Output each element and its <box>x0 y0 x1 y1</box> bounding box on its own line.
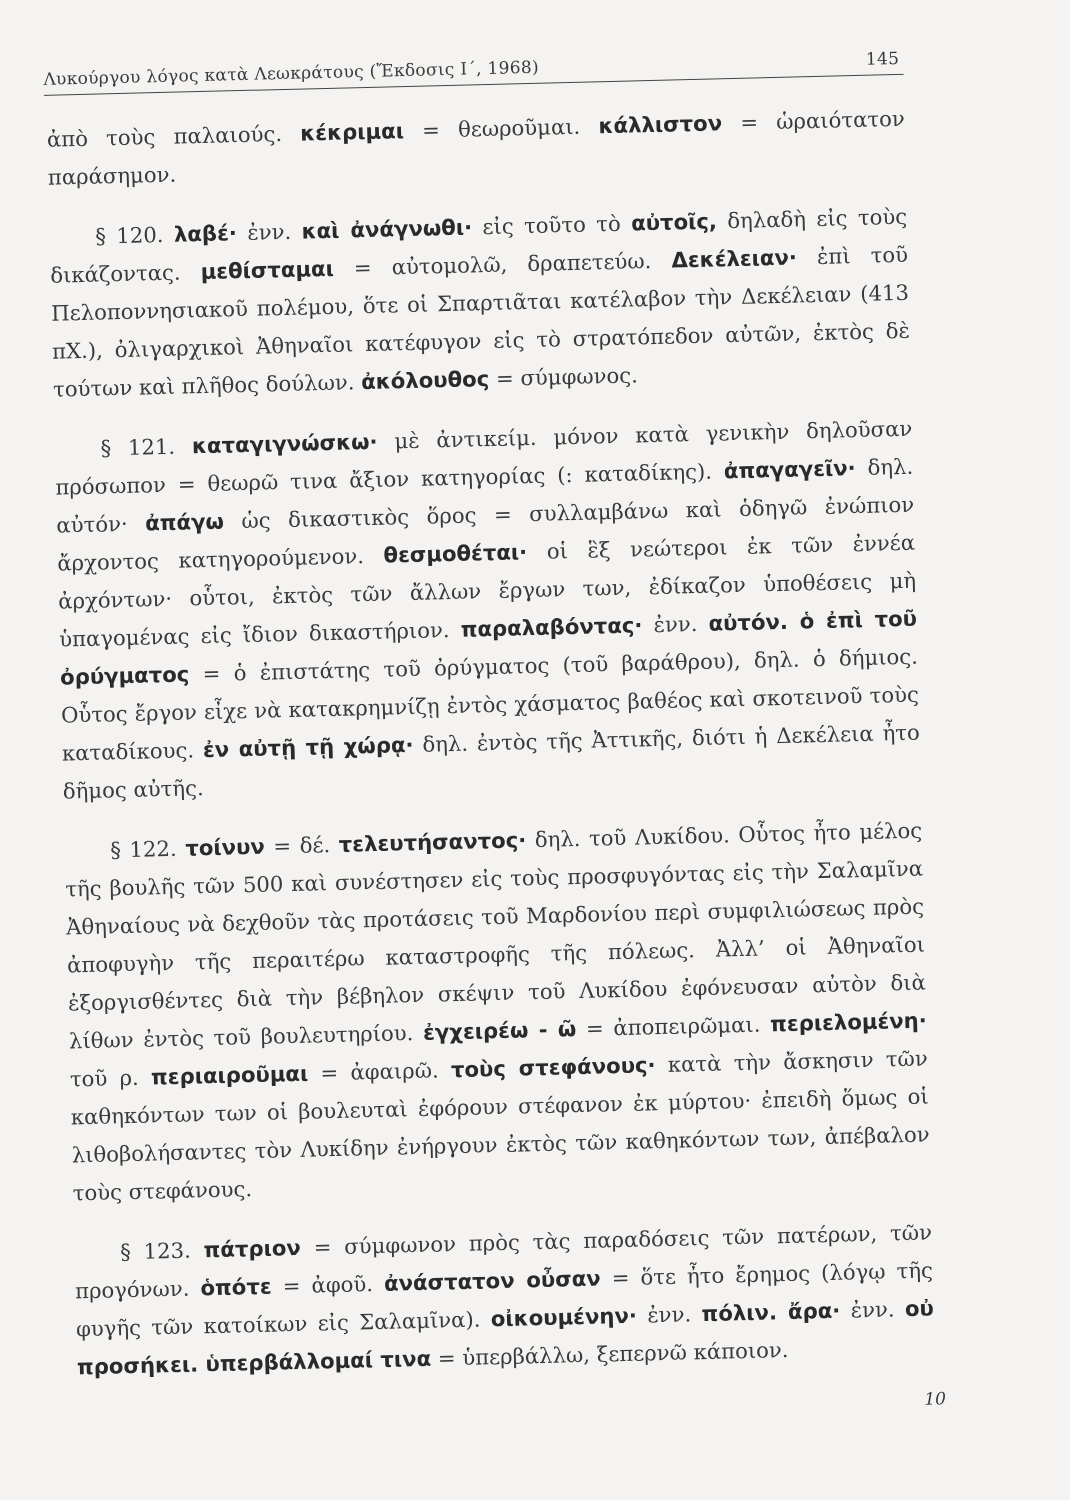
text-run: δηλαδὴ εἰς τοὺς δικάζοντας. <box>49 203 908 288</box>
text-run: = ὅτε ἦτο ἔρημος (λόγῳ τῆς φυγῆς τῶν κατοίκων εἰς Σαλαμῖνα). <box>75 1257 934 1342</box>
lemma: θεσμοθέται· <box>383 539 528 568</box>
lemma: αὐτοῖς, <box>630 208 718 236</box>
text-run: = σύμφωνον πρὸς τὰς παραδόσεις τῶν πατέρων, τῶν προγόνων. <box>74 1219 933 1304</box>
text-run: κατὰ τὴν ἄσκησιν τῶν καθηκόντων των οἱ βουλευταὶ ἐφόρουν στέφανον ἐκ μύρτου· ἐπειδὴ ὅμως οἱ λιθοβολήσαντες τὸν Λυκίδην ἐνήργουν ἐκτὸς τῶν καθηκόντων των, ἀπέβαλον τοὺς στεφάνους. <box>70 1045 930 1206</box>
lemma: ἀπαγαγεῖν· <box>723 455 856 484</box>
text-run: ἐνν. <box>642 610 709 638</box>
text-run: μὲ ἀντικείμ. μόνον κατὰ γενικὴν δηλοῦσαν πρόσωπον = θεωρῶ τινα ἄξιον κατηγορίας (: καταδίκης). <box>55 415 913 500</box>
text-run: = ὑπερβάλλω, ξεπερνῶ κάποιον. <box>430 1337 789 1371</box>
text-run: = ἀφοῦ. <box>271 1270 385 1299</box>
text-run: δηλ. ἐντὸς τῆς Ἀττικῆς, διότι ἡ Δεκέλεια ἦτο δῆμος αὐτῆς. <box>62 719 920 804</box>
running-header <box>43 40 904 96</box>
lemma: περιαιροῦμαι <box>150 1060 309 1090</box>
lemma: κάλλιστον <box>598 110 723 139</box>
text-run: ἀπὸ τοὺς παλαιούς. <box>46 120 301 152</box>
text-run: ἐνν. <box>636 1301 702 1328</box>
paragraph-121 <box>54 410 921 811</box>
page-number: 145 <box>865 48 900 70</box>
text-run: § 120. <box>95 221 175 249</box>
commentary-text <box>46 100 935 1409</box>
lemma: παραλαβόντας· <box>460 612 643 642</box>
lemma: τελευτήσαντος· <box>338 827 527 857</box>
lemma: μεθίσταμαι <box>200 255 335 285</box>
lemma: ὁπότε <box>200 1273 272 1301</box>
text-run: = θεωροῦμαι. <box>403 113 599 144</box>
book-page <box>43 30 947 1471</box>
lemma: ἀκόλουθος <box>360 366 490 395</box>
text-run: ἐπὶ τοῦ Πελοποννησιακοῦ πολέμου, ὅτε οἱ Σπαρτιᾶται κατέλαβον τὴν Δεκέλειαν (413 πΧ.), ὀλιγαρχικοὶ Ἀθηναῖοι κατέφυγον εἰς τὸ στρατόπεδον αὐτῶν, ἐκτὸς δὲ τούτων καὶ πλῆθος δούλων. <box>50 241 911 402</box>
paragraph-123 <box>74 1213 935 1386</box>
lemma: αὐτόν. ὁ ἐπὶ τοῦ ὀρύγματος <box>59 605 918 690</box>
text-run: = ὁ ἐπιστάτης τοῦ ὀρύγματος (τοῦ βαράθρου), δηλ. ὁ δήμιος. Οὗτος ἔργον εἶχε νὰ κατακρημνίζῃ ἐντὸς χάσματος βαθέος καὶ σκοτεινοῦ τοὺς καταδίκους. <box>60 643 920 766</box>
lemma: οὐ προσήκει. ὑπερβάλλομαί τινα <box>76 1295 935 1380</box>
signature-mark: 10 <box>924 1389 947 1410</box>
text-run: § 122. <box>110 835 186 863</box>
lemma: κέκριμαι <box>299 118 405 146</box>
text-run: τοῦ ρ. <box>69 1064 152 1092</box>
lemma: καὶ ἀνάγνωθι· <box>301 214 473 244</box>
text-run: = δέ. <box>264 831 340 859</box>
lemma: τοὺς στεφάνους· <box>450 1052 656 1083</box>
header-title: Λυκούργου λόγος κατὰ Λεωκράτους (Ἔκδοσις Ι΄, 1968) <box>43 57 540 90</box>
lemma: λαβέ· <box>173 220 238 247</box>
text-run: § 121. <box>100 433 193 461</box>
lemma: περιελομένη· <box>769 1007 928 1037</box>
text-run: ἐνν. <box>236 218 302 246</box>
text-run: εἰς τοῦτο τὸ <box>471 210 632 240</box>
text-run: = ἀποπειρῶμαι. <box>575 1011 771 1042</box>
lemma: ἐγχειρέω - ῶ <box>422 1016 577 1045</box>
lemma: ἀπάγω <box>144 508 225 536</box>
text-run: ἐνν. <box>839 1296 906 1323</box>
paragraph-0 <box>46 100 906 197</box>
text-run: § 123. <box>119 1237 204 1265</box>
text-run: οἱ ἓξ νεώτεροι ἐκ τῶν ἐννέα ἀρχόντων· οὗτοι, ἐκτὸς τῶν ἄλλων ἔργων των, ἐδίκαζον ὑποθέσεις μὴ ὑπαγομένας εἰς ἴδιον δικαστήριον. <box>57 529 917 652</box>
text-run: = ἀφαιρῶ. <box>307 1057 452 1086</box>
paragraph-122 <box>64 812 931 1213</box>
lemma: Δεκέλειαν· <box>671 244 798 273</box>
lemma: τοίνυν <box>184 833 266 861</box>
paragraph-120 <box>49 198 911 409</box>
text-run: = σύμφωνος. <box>488 362 639 392</box>
lemma: ἐν αὐτῇ τῇ χώρᾳ· <box>202 731 414 763</box>
lemma: ἀνάστατον οὖσαν <box>383 1265 601 1296</box>
text-run: = ὡραιότατον παράσημον. <box>47 105 905 190</box>
lemma: καταγιγνώσκω· <box>191 428 378 459</box>
lemma: πόλιν. ἄρα· <box>701 1297 841 1327</box>
lemma: πάτριον <box>203 1234 302 1263</box>
text-run: ὡς δικαστικὸς ὅρος = συλλαμβάνω καὶ ὁδηγῶ ἐνώπιον ἄρχοντος κατηγορούμενον. <box>56 491 915 576</box>
text-run: δηλ. αὐτόν· <box>56 453 914 538</box>
text-run: δηλ. τοῦ Λυκίδου. Οὗτος ἦτο μέλος τῆς βουλῆς τῶν 500 καὶ συνέστησεν εἰς τοὺς προσφυγόντας εἰς τὴν Σαλαμῖνα Ἀθηναίους νὰ δεχθοῦν τὰς προτάσεις τοῦ Μαρδονίου περὶ συμφιλιώσεως πρὸς ἀποφυγὴν τῆς περαιτέρω καταστροφῆς τῆς πόλεως. Ἀλλ’ οἱ Ἀθηναῖοι ἐξοργισθέντες διὰ τὴν βέβηλον σκέψιν τοῦ Λυκίδου ἐφόνευσαν αὐτὸν διὰ λίθων ἐντὸς τοῦ βουλευτηρίου. <box>64 817 927 1054</box>
text-run: = αὐτομολῶ, δραπετεύω. <box>333 247 672 281</box>
lemma: οἰκουμένην· <box>490 1302 638 1332</box>
